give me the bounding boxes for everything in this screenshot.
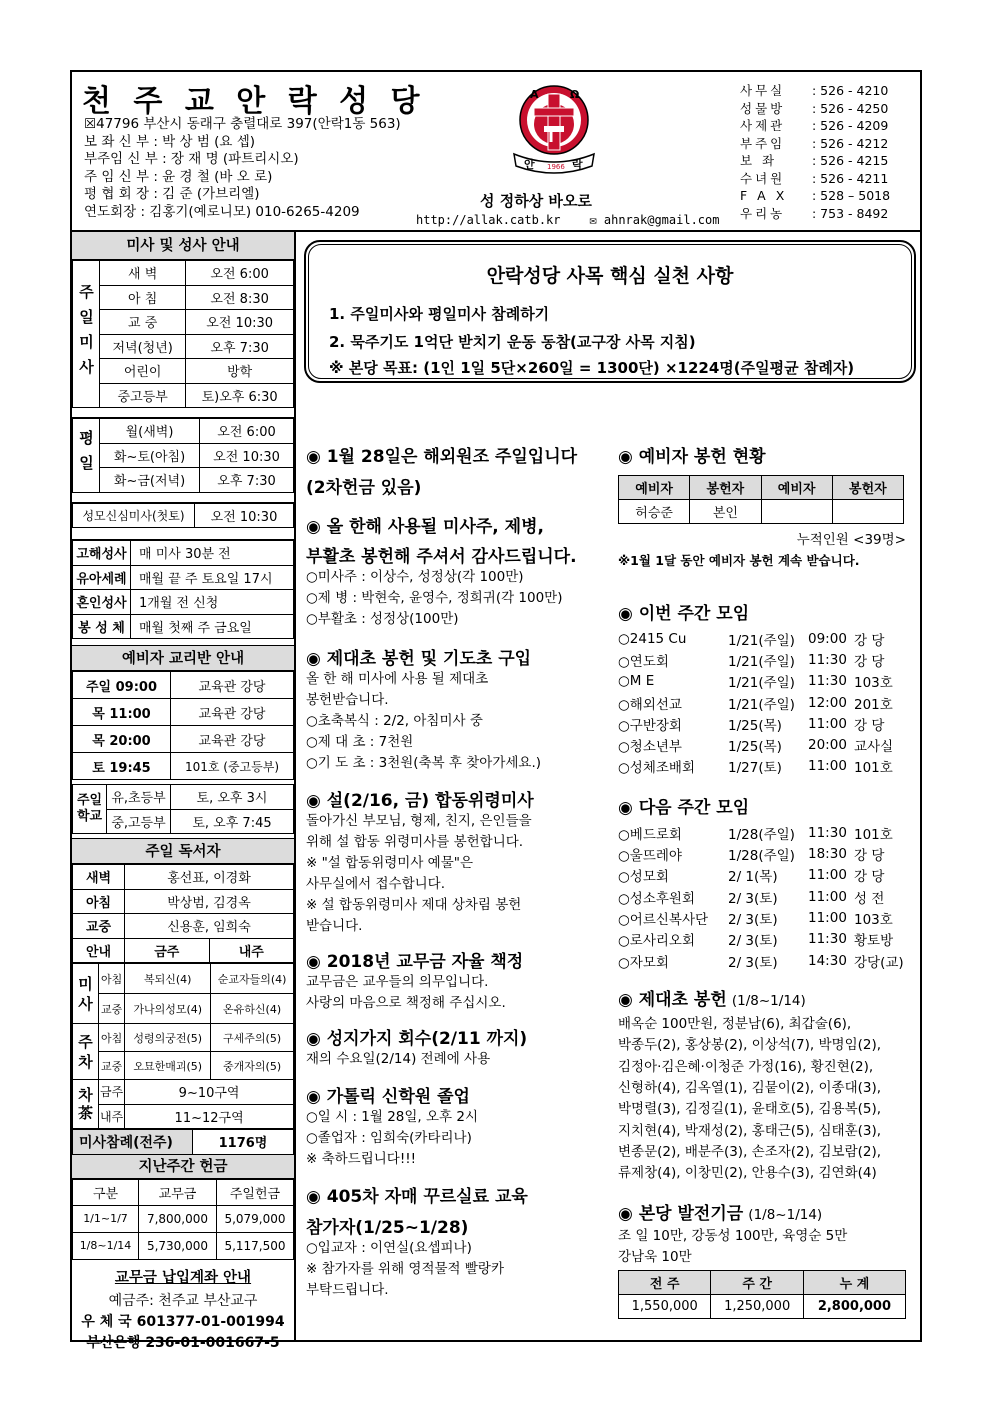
parish-logo-icon [504, 80, 604, 180]
catechumen-note: ※1월 1달 동안 예비자 봉헌 계속 받습니다. [618, 553, 860, 568]
meeting-row: ○베드로회 1/28(주일) 11:30 101호 [618, 824, 893, 843]
website-link[interactable]: http://allak.catb.kr [416, 213, 561, 227]
readers-head: 주일 독서자 [72, 838, 294, 864]
this-week-title: ◉ 이번 주간 모임 [618, 604, 750, 624]
mail-icon: ✉ [589, 213, 597, 227]
sunday-mass-table: 주일미사 새 벽 오전 6:00 아 침 오전 8:30 교 중 오전 10:30 저녁(청년) 오후 7:30 어린이 방학 중고등부 토)오후 6:30 [72, 260, 294, 408]
logo-year: 1966 [547, 163, 565, 171]
news-item: ◉ 가톨릭 신학원 졸업 ○일 시 : 1월 28일, 오후 2시 ○졸업자 : 임희숙(카타리나) ※ 축하드립니다!!! [306, 1087, 479, 1167]
staff-line: 주 임 신 부 : 윤 경 철 (바 오 로) [84, 168, 273, 185]
news-item: ◉ 2018년 교무금 자율 책정 교무금은 교우들의 의무입니다. 사랑의 마음으로 책정해 주십시오. [306, 952, 524, 1011]
this-week-table [618, 628, 893, 777]
patron-saint: 성 정하상 바오로 [480, 192, 592, 210]
news-column [306, 442, 606, 1301]
readers-table: 새벽 홍선표, 이경화 아침 박상범, 김경옥 교중 신용훈, 임희숙 안내 금주 내주 [72, 864, 294, 963]
parish-info [84, 116, 401, 221]
offering-table: 구분 교무금 주일헌금 1/1~1/7 7,800,000 5,079,000 1/8~1/14 5,730,000 5,117,500 [72, 1179, 294, 1260]
core-line: 2. 묵주기도 1억단 받치기 운동 동참(교구장 사목 지침) [329, 333, 696, 351]
meeting-row: ○2415 Cu 1/21(주일) 09:00 강 당 [618, 630, 885, 649]
logo-alpha: A [530, 88, 539, 101]
catechumen-offer-table: 예비자 봉헌자 예비자 봉헌자 허승준 본인 [618, 475, 904, 524]
email-link[interactable]: ahnrak@gmail.com [603, 213, 720, 227]
phone-item: 수녀원 : 526 - 4211 [740, 170, 889, 186]
phone-item: 부주임 : 526 - 4212 [740, 135, 889, 151]
staff-line: 부주임 신 부 : 장 재 명 (파트리시오) [84, 151, 299, 167]
phone-item: 우리농 : 753 - 8492 [740, 205, 889, 221]
offering-head: 지난주간 헌금 [72, 1155, 294, 1179]
parish-title: 천 주 교 안 락 성 당 [82, 84, 426, 119]
meeting-row: ○청소년부 1/25(목) 20:00 교사실 [618, 737, 894, 756]
fund-line: 조 일 10만, 강동성 100만, 육영순 5만 [618, 1227, 848, 1244]
logo-right: 락 [572, 158, 583, 171]
right-column [618, 442, 918, 1319]
candle-head: ◉ 제대초 봉헌 (1/8~1/14) [618, 990, 806, 1011]
candle-donors: 배옥순 100만원, 정분남(6), 최갑술(6), 박종두(2), 홍상봉(2), 이상석(7), 박명임(2), 김정아·김은혜·이청준 가정(16), 황진현(2), 신형하(4), 김옥열(1), 김뭍이(2), 이종대(3), 박명렬(3), 김정길(1), 윤태호(5), 김용복(5), 지치현(4), 박재성(2), 홍태근(5), 심태훈(3), 변종문(2), 배분주(3), 손조자(2), 김보람(2), 류제창(4), 이창민(2), 안용수(3), 김연화(4) [618, 1016, 882, 1182]
core-title: 안락성당 사목 핵심 실천 사항 [486, 265, 734, 287]
staff-line: 보 좌 신 부 : 박 상 범 (요 셉) [84, 133, 256, 150]
weekday-mass-table: 평일 월(새벽) 오전 6:00 화~토(아침) 오전 10:30 화~금(저녁) 오후 7:30 [72, 418, 294, 493]
weekday-label: 평일 [73, 419, 100, 493]
attendance-table: 미사참례(전주) 1176명 [72, 1129, 294, 1155]
meeting-row: ○성소후원회 2/ 3(토) 11:00 성 전 [618, 888, 885, 907]
meeting-row: ○성체조배회 1/27(토) 11:00 101호 [618, 758, 893, 777]
bulletin-page [70, 70, 922, 1351]
sunday-school-table: 주일학교 유,초등부 토, 오후 3시 중,고등부 토, 오후 7:45 [72, 784, 294, 834]
catechumen-offer-title: ◉ 예비자 봉헌 현황 [618, 447, 766, 467]
next-week-table [618, 822, 904, 971]
staff-line: 연도회장 : 김홍기(예로니모) 010-6265-4209 [84, 203, 360, 220]
staff-line: 평 협 회 장 : 김 준 (가브리엘) [84, 186, 260, 202]
mass-head: 미사 및 성사 안내 [72, 232, 294, 260]
meeting-row: ○울뜨레야 1/28(주일) 18:30 강 당 [618, 846, 885, 865]
first-saturday-table: 성모신심미사(첫토) 오전 10:30 [72, 503, 294, 529]
catechumen-head: 예비자 교리반 안내 [72, 645, 294, 671]
news-item: ◉ 설(2/16, 금) 합동위령미사 돌아가신 부모님, 형제, 친지, 은인들을 위해 설 합동 위령미사를 봉헌합니다. ※ "설 합동위령미사 예물"은 사무실에서 접수합니다. ※ 설 합동위령미사 제대 상차림 봉헌 받습니다. [306, 791, 534, 934]
phone-item: 보 좌 : 526 - 4215 [740, 153, 889, 168]
news-item: ◉ 1월 28일은 해외원조 주일입니다 (2차헌금 있음) [306, 447, 578, 498]
guide-table: 미사 아침 복되신(4) 순교자들의(4) 교중 가나의성모(4) 온유하신(4) 주차 아침 성령의궁전(5) 구세주의(5) 교중 오묘한매괴(5) 중개자의(5) 차茶 금주 9~10구역 내주 11~12구역 [72, 963, 294, 1129]
left-sidebar [72, 232, 296, 1351]
core-practice-inner [308, 244, 912, 379]
account-info: 예금주: 천주교 부산교구 우 체 국 601377-01-001994 부산은행 236-01-001667-5 [81, 1292, 285, 1351]
meeting-row: ○해외선교 1/21(주일) 12:00 201호 [618, 694, 893, 713]
phone-item: F A X : 528 – 5018 [740, 188, 891, 203]
web-contact [416, 213, 719, 227]
meeting-row: ○연도회 1/21(주일) 11:30 강 당 [618, 651, 885, 670]
phone-item: 성물방 : 526 - 4250 [740, 100, 889, 116]
account-head: 교무금 납입계좌 안내 [114, 1269, 252, 1286]
phone-item: 사무실 : 526 - 4210 [740, 83, 889, 98]
meeting-row: ○성모회 2/ 1(목) 11:00 강 당 [618, 867, 885, 886]
meeting-row: ○어르신복사단 2/ 3(토) 11:00 103호 [618, 909, 893, 928]
news-item: ◉ 405차 자매 꾸르실료 교육 참가자(1/25~1/28) ○입교자 : 이연실(요셉피나) ※ 참가자를 위해 영적물적 빨랑카 부탁드립니다. [306, 1187, 528, 1298]
fund-line: 강남욱 10만 [618, 1248, 692, 1265]
address: ☒47796 부산시 동래구 충렬대로 397(안락1동 563) [84, 116, 401, 132]
fund-head: ◉ 본당 발전기금 (1/8~1/14) [618, 1203, 823, 1224]
catechumen-total: 누적인원 <39명> [796, 532, 906, 548]
meeting-row: ○구반장회 1/25(목) 11:00 강 당 [618, 715, 885, 734]
core-line: ※ 본당 목표: (1인 1일 5단×260일 = 1300단) ×1224명(주일평균 참례자) [329, 359, 855, 377]
fund-table: 전 주 주 간 누 계 1,550,000 1,250,000 2,800,000 [618, 1270, 906, 1319]
logo-omega: Ω [570, 88, 580, 101]
sunday-label: 주일미사 [73, 261, 100, 408]
news-item: ◉ 올 한해 사용될 미사주, 제병, 부활초 봉헌해 주셔서 감사드립니다. ○미사주 : 이상수, 성정상(각 100만) ○제 병 : 박현숙, 윤영수, 정희귀(각 100만) ○부활초 : 성정상(100만) [306, 517, 577, 627]
next-week-title: ◉ 다음 주간 모임 [618, 798, 750, 819]
news-item: ◉ 성지가지 회수(2/11 까지) 재의 수요일(2/14) 전례에 사용 [306, 1029, 528, 1067]
sacrament-table: 고해성사 매 미사 30분 전 유아세례 매월 끝 주 토요일 17시 혼인성사 1개월 전 신청 봉 성 체 매월 첫째 주 금요일 [72, 540, 294, 639]
meeting-row: ○자모회 2/ 3(토) 14:30 강당(교) [618, 952, 904, 971]
logo-left: 안 [524, 158, 535, 171]
meeting-row: ○M E 1/21(주일) 11:30 103호 [618, 673, 893, 692]
news-item: ◉ 제대초 봉헌 및 기도초 구입 올 한 해 미사에 사용 될 제대초 봉헌받습니다. ○초축복식 : 2/2, 아침미사 중 ○제 대 초 : 7천원 ○기 도 초 : 3천원(축복 후 찾아가세요.) [306, 649, 542, 771]
core-line: 1. 주일미사와 평일미사 참례하기 [329, 305, 550, 323]
phone-list [740, 82, 890, 222]
meeting-row: ○로사리오회 2/ 3(토) 11:30 황토방 [618, 931, 894, 950]
catechumen-table: 주일 09:00 교육관 강당 목 11:00 교육관 강당 목 20:00 교육관 강당 토 19:45 101호 (중고등부) [72, 671, 294, 780]
phone-item: 사제관 : 526 - 4209 [740, 118, 889, 133]
